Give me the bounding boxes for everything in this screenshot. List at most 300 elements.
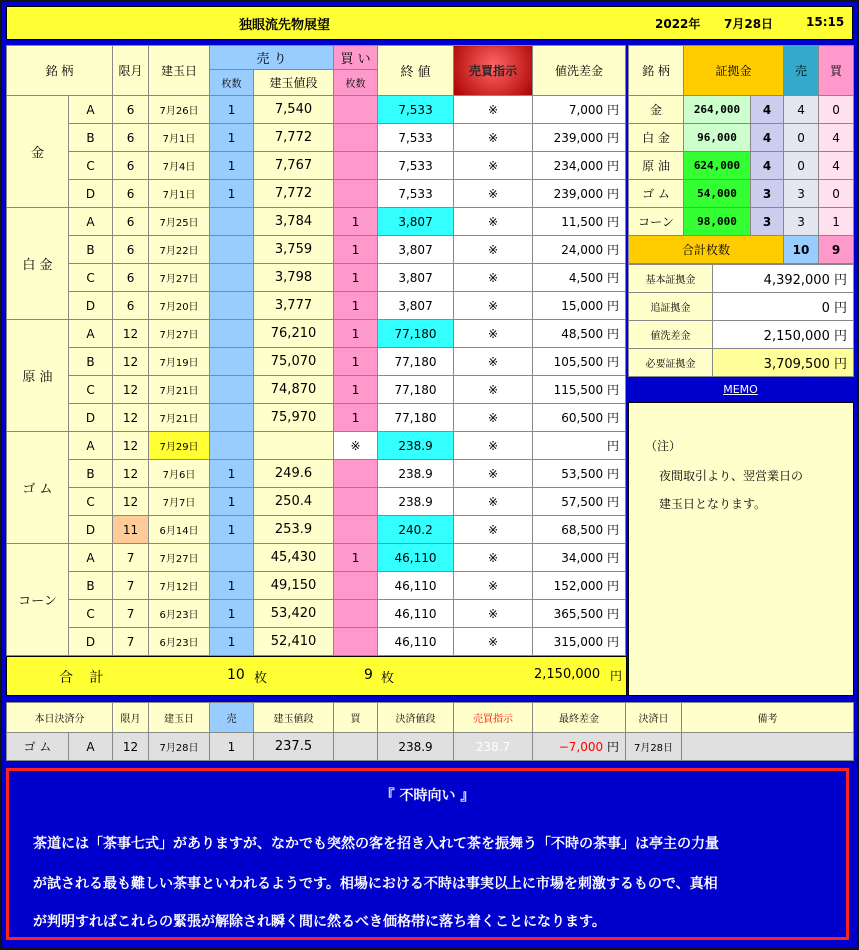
diff-unit: 円 (607, 327, 620, 341)
diff-unit: 円 (607, 579, 620, 593)
position-price: 76,210 (254, 320, 334, 348)
settle-month: 12 (113, 733, 149, 761)
position-date: 7月27日 (149, 264, 210, 292)
settle-kessai: 238.9 (378, 733, 454, 761)
contract-month: 7 (113, 544, 149, 572)
summary-value: 2,150,000 (763, 329, 830, 344)
summary-value: 3,709,500 (763, 357, 830, 372)
position-price: 3,759 (254, 236, 334, 264)
diff-unit: 円 (607, 299, 620, 313)
diff-unit: 円 (607, 131, 620, 145)
position-date: 7月6日 (149, 460, 210, 488)
margin-buy: 4 (819, 152, 854, 180)
order-mark: ※ (454, 516, 533, 544)
memo-note: （注） (645, 439, 682, 453)
position-date: 7月12日 (149, 572, 210, 600)
commodity-name: 金 (7, 96, 69, 208)
margin-commodity: コーン (629, 208, 684, 236)
table-row (7, 96, 626, 124)
position-date: 7月26日 (149, 96, 210, 124)
margin-amount: 98,000 (684, 208, 751, 236)
header-uri: 売 り (210, 46, 334, 70)
margin-sell: 3 (784, 180, 819, 208)
position-date: 7月25日 (149, 208, 210, 236)
margin-sell: 4 (784, 96, 819, 124)
totals-sell: 10 (227, 667, 245, 683)
position-date: 6月23日 (149, 600, 210, 628)
position-date: 7月1日 (149, 124, 210, 152)
contract-month: 6 (113, 96, 149, 124)
buy-count: 1 (334, 348, 378, 376)
diff-cell (533, 292, 626, 320)
position-price: 3,784 (254, 208, 334, 236)
commentary-line3: が判明すればこれらの緊張が解除され瞬く間に然るべき価格帯に落ち着くことになります。 (33, 914, 606, 930)
date-year: 2022年 (655, 17, 701, 31)
totals-buy: 9 (364, 667, 373, 683)
margin-sell: 3 (784, 208, 819, 236)
settle-kessaibi: 7月28日 (626, 733, 682, 761)
margin-commodity: ゴ ム (629, 180, 684, 208)
diff-cell (533, 320, 626, 348)
margin-buy: 1 (819, 208, 854, 236)
sell-count: 1 (210, 460, 254, 488)
buy-count (334, 180, 378, 208)
contract-id: C (69, 264, 113, 292)
totals-label: 合 計 (59, 670, 110, 686)
margin-sell: 0 (784, 152, 819, 180)
summary-label: 必要証拠金 (629, 349, 713, 377)
settle-header-uri: 売 (210, 703, 254, 733)
table-row (7, 404, 626, 432)
close-price: 3,807 (378, 236, 454, 264)
diff-unit: 円 (607, 243, 620, 257)
summary-value-cell (713, 321, 854, 349)
summary-label: 基本証拠金 (629, 265, 713, 293)
contract-month: 12 (113, 320, 149, 348)
order-mark: ※ (454, 264, 533, 292)
settle-header-kessai: 決済値段 (378, 703, 454, 733)
close-price: 77,180 (378, 348, 454, 376)
close-price: 7,533 (378, 152, 454, 180)
sell-count (210, 404, 254, 432)
close-price: 46,110 (378, 600, 454, 628)
diff-value: 53,500 (561, 467, 604, 481)
summary-box (628, 264, 853, 376)
settle-saishu: −7,000 (558, 740, 604, 754)
contract-month: 6 (113, 180, 149, 208)
commodity-name: ゴ ム (7, 432, 69, 544)
summary-unit: 円 (833, 273, 847, 288)
diff-cell (533, 516, 626, 544)
close-price: 77,180 (378, 376, 454, 404)
table-row (7, 600, 626, 628)
table-row (7, 180, 626, 208)
position-date: 7月19日 (149, 348, 210, 376)
contract-id: C (69, 376, 113, 404)
position-date: 7月27日 (149, 320, 210, 348)
order-mark: ※ (454, 460, 533, 488)
contract-month: 12 (113, 488, 149, 516)
settle-date: 7月28日 (149, 733, 210, 761)
diff-cell (533, 460, 626, 488)
diff-value: 15,000 (561, 299, 604, 313)
position-date: 7月29日 (149, 432, 210, 460)
settle-header-biko: 備考 (682, 703, 854, 733)
margin-commodity: 原 油 (629, 152, 684, 180)
page-title: 独眼流先物展望 (239, 18, 331, 33)
diff-unit: 円 (607, 355, 620, 369)
margin-amount: 54,000 (684, 180, 751, 208)
buy-count: 1 (334, 236, 378, 264)
totals-bar (6, 656, 627, 696)
close-price: 3,807 (378, 292, 454, 320)
diff-unit: 円 (607, 439, 620, 453)
sell-count (210, 432, 254, 460)
sell-count (210, 348, 254, 376)
diff-cell (533, 488, 626, 516)
position-date: 7月1日 (149, 180, 210, 208)
diff-value: 239,000 (553, 131, 604, 145)
order-mark: ※ (454, 292, 533, 320)
diff-value: 152,000 (553, 579, 604, 593)
buy-count: ※ (334, 432, 378, 460)
buy-count (334, 600, 378, 628)
diff-cell (533, 404, 626, 432)
margin-commodity: 白 金 (629, 124, 684, 152)
diff-unit: 円 (607, 187, 620, 201)
diff-cell (533, 348, 626, 376)
close-price: 77,180 (378, 404, 454, 432)
order-mark: ※ (454, 628, 533, 656)
contract-month: 12 (113, 348, 149, 376)
diff-value: 4,500 (568, 271, 604, 285)
table-row (7, 320, 626, 348)
buy-count (334, 152, 378, 180)
settle-header-kai: 買 (334, 703, 378, 733)
diff-unit: 円 (607, 523, 620, 537)
diff-cell (533, 180, 626, 208)
diff-value: 57,500 (561, 495, 604, 509)
commodity-name: コーン (7, 544, 69, 656)
sell-count (210, 320, 254, 348)
table-row (7, 152, 626, 180)
settle-header-kessaibi: 決済日 (626, 703, 682, 733)
close-price: 46,110 (378, 628, 454, 656)
baibai-shiji-button[interactable]: 売買指示 (454, 46, 533, 96)
contract-id: B (69, 572, 113, 600)
settle-sell: 1 (210, 733, 254, 761)
diff-value: 60,500 (561, 411, 604, 425)
diff-unit: 円 (607, 159, 620, 173)
position-price: 250.4 (254, 488, 334, 516)
contract-id: C (69, 152, 113, 180)
margin-amount: 624,000 (684, 152, 751, 180)
close-price: 238.9 (378, 460, 454, 488)
contract-id: C (69, 488, 113, 516)
header-nearai: 値洗差金 (533, 46, 626, 96)
position-price: 7,767 (254, 152, 334, 180)
position-price: 7,772 (254, 180, 334, 208)
contract-month: 6 (113, 208, 149, 236)
settle-saishu-cell (533, 733, 626, 761)
close-price: 238.9 (378, 488, 454, 516)
summary-unit: 円 (833, 357, 847, 372)
diff-cell (533, 236, 626, 264)
margin-count: 4 (751, 96, 784, 124)
sell-count (210, 292, 254, 320)
margin-row (629, 180, 854, 208)
sell-count: 1 (210, 516, 254, 544)
title-bar (6, 6, 853, 40)
position-date: 7月20日 (149, 292, 210, 320)
sell-count (210, 544, 254, 572)
diff-unit: 円 (607, 551, 620, 565)
table-row (7, 432, 626, 460)
margin-sell: 0 (784, 124, 819, 152)
contract-id: D (69, 628, 113, 656)
buy-count: 1 (334, 376, 378, 404)
position-price: 52,410 (254, 628, 334, 656)
margin-table (628, 45, 854, 264)
contract-month: 7 (113, 628, 149, 656)
order-mark: ※ (454, 208, 533, 236)
diff-cell (533, 208, 626, 236)
header-tategyoku-nedan: 建玉値段 (254, 70, 334, 96)
sell-count: 1 (210, 572, 254, 600)
settlement-table (6, 702, 854, 761)
order-mark: ※ (454, 544, 533, 572)
order-mark: ※ (454, 320, 533, 348)
position-price: 74,870 (254, 376, 334, 404)
totals-buy-unit: 枚 (381, 671, 395, 686)
diff-unit: 円 (607, 607, 620, 621)
buy-count (334, 124, 378, 152)
sell-count: 1 (210, 628, 254, 656)
side-header-kai: 買 (819, 46, 854, 96)
contract-month: 12 (113, 376, 149, 404)
header-gengetsu: 限月 (113, 46, 149, 96)
buy-count: 1 (334, 544, 378, 572)
position-date: 7月22日 (149, 236, 210, 264)
table-row (7, 264, 626, 292)
header-buy-maisu: 枚数 (334, 70, 378, 96)
settle-header-nedan: 建玉値段 (254, 703, 334, 733)
order-mark: ※ (454, 432, 533, 460)
close-price: 3,807 (378, 208, 454, 236)
time: 15:15 (806, 15, 845, 29)
contract-id: A (69, 208, 113, 236)
diff-unit: 円 (607, 271, 620, 285)
buy-count (334, 628, 378, 656)
margin-row (629, 124, 854, 152)
order-mark: ※ (454, 152, 533, 180)
buy-count (334, 460, 378, 488)
side-header-uri: 売 (784, 46, 819, 96)
summary-value-cell (713, 349, 854, 377)
order-mark: ※ (454, 236, 533, 264)
diff-value: 315,000 (553, 635, 604, 649)
position-date: 7月27日 (149, 544, 210, 572)
table-row (7, 628, 626, 656)
position-price (254, 432, 334, 460)
position-price: 253.9 (254, 516, 334, 544)
margin-count: 4 (751, 124, 784, 152)
close-price: 240.2 (378, 516, 454, 544)
diff-cell (533, 96, 626, 124)
order-mark: ※ (454, 600, 533, 628)
order-mark: ※ (454, 124, 533, 152)
commodity-name: 原 油 (7, 320, 69, 432)
order-mark: ※ (454, 180, 533, 208)
settle-name: ゴ ム (7, 733, 69, 761)
buy-count (334, 516, 378, 544)
header-meigara: 銘 柄 (7, 46, 113, 96)
close-price: 238.9 (378, 432, 454, 460)
close-price: 77,180 (378, 320, 454, 348)
position-date: 7月21日 (149, 376, 210, 404)
margin-amount: 264,000 (684, 96, 751, 124)
diff-value: 105,500 (553, 355, 604, 369)
side-header-shokokin: 証拠金 (684, 46, 784, 96)
diff-unit: 円 (607, 103, 620, 117)
settle-header-tategyokubi: 建玉日 (149, 703, 210, 733)
sell-count: 1 (210, 124, 254, 152)
diff-unit: 円 (607, 411, 620, 425)
position-price: 49,150 (254, 572, 334, 600)
diff-unit: 円 (607, 635, 620, 649)
summary-value: 0 (821, 301, 830, 316)
diff-value: 115,500 (553, 383, 604, 397)
contract-month: 7 (113, 600, 149, 628)
memo-link[interactable]: MEMO (723, 383, 758, 396)
order-mark: ※ (454, 348, 533, 376)
margin-amount: 96,000 (684, 124, 751, 152)
sell-count: 1 (210, 600, 254, 628)
memo-line1: 夜間取引より、翌営業日の (659, 469, 804, 483)
sell-count (210, 208, 254, 236)
summary-unit: 円 (833, 301, 847, 316)
settle-price: 237.5 (254, 733, 334, 761)
contract-id: D (69, 516, 113, 544)
contract-id: B (69, 236, 113, 264)
diff-cell (533, 124, 626, 152)
contract-id: A (69, 96, 113, 124)
contract-month: 12 (113, 432, 149, 460)
margin-row (629, 208, 854, 236)
totals-sell-unit: 枚 (254, 671, 268, 686)
close-price: 46,110 (378, 544, 454, 572)
settle-sub: A (69, 733, 113, 761)
position-date: 6月23日 (149, 628, 210, 656)
settle-header-gengetsu: 限月 (113, 703, 149, 733)
contract-id: A (69, 320, 113, 348)
diff-unit: 円 (607, 467, 620, 481)
position-price: 3,777 (254, 292, 334, 320)
table-row (7, 516, 626, 544)
diff-value: 24,000 (561, 243, 604, 257)
diff-unit: 円 (607, 383, 620, 397)
diff-cell (533, 264, 626, 292)
buy-count (334, 96, 378, 124)
buy-count: 1 (334, 264, 378, 292)
contract-month: 12 (113, 404, 149, 432)
diff-cell (533, 152, 626, 180)
close-price: 7,533 (378, 96, 454, 124)
table-row (7, 488, 626, 516)
position-date: 7月21日 (149, 404, 210, 432)
diff-value: 48,500 (561, 327, 604, 341)
position-price: 7,772 (254, 124, 334, 152)
sell-count: 1 (210, 488, 254, 516)
summary-value: 4,392,000 (763, 273, 830, 288)
header-kai: 買 い (334, 46, 378, 70)
contract-id: D (69, 404, 113, 432)
table-row (7, 236, 626, 264)
diff-value: 7,000 (568, 103, 604, 117)
sell-count: 1 (210, 152, 254, 180)
margin-total-sell: 10 (784, 236, 819, 264)
table-row (7, 544, 626, 572)
margin-count: 3 (751, 208, 784, 236)
diff-cell (533, 572, 626, 600)
margin-count: 3 (751, 180, 784, 208)
contract-month: 11 (113, 516, 149, 544)
memo-header (628, 378, 853, 400)
diff-unit: 円 (607, 215, 620, 229)
memo-panel (628, 402, 854, 696)
commentary-line1: 茶道には「茶事七式」がありますが、なかでも突然の客を招き入れて茶を振舞う「不時の茶事」は亭主の力量 (33, 836, 719, 852)
position-date: 7月7日 (149, 488, 210, 516)
contract-month: 6 (113, 124, 149, 152)
close-price: 7,533 (378, 180, 454, 208)
table-row (7, 292, 626, 320)
position-price: 75,070 (254, 348, 334, 376)
date-month-day: 7月28日 (724, 17, 774, 31)
sell-count: 1 (210, 180, 254, 208)
close-price: 3,807 (378, 264, 454, 292)
summary-value-cell (713, 265, 854, 293)
buy-count (334, 572, 378, 600)
diff-cell (533, 600, 626, 628)
sell-count (210, 264, 254, 292)
buy-count (334, 488, 378, 516)
order-mark: ※ (454, 488, 533, 516)
table-row (7, 348, 626, 376)
sell-count: 1 (210, 96, 254, 124)
table-row (7, 460, 626, 488)
diff-cell (533, 628, 626, 656)
contract-id: B (69, 460, 113, 488)
settle-baibai: 238.7 (454, 733, 533, 761)
diff-value: 68,500 (561, 523, 604, 537)
order-mark: ※ (454, 572, 533, 600)
sell-count (210, 376, 254, 404)
contract-id: A (69, 432, 113, 460)
diff-value: 11,500 (561, 215, 604, 229)
order-mark: ※ (454, 96, 533, 124)
summary-value-cell (713, 293, 854, 321)
position-price: 249.6 (254, 460, 334, 488)
margin-count: 4 (751, 152, 784, 180)
diff-value: 34,000 (561, 551, 604, 565)
totals-unit: 円 (610, 669, 623, 683)
diff-value: 239,000 (553, 187, 604, 201)
position-price: 7,540 (254, 96, 334, 124)
order-mark: ※ (454, 404, 533, 432)
buy-count: 1 (334, 404, 378, 432)
position-price: 45,430 (254, 544, 334, 572)
margin-commodity: 金 (629, 96, 684, 124)
